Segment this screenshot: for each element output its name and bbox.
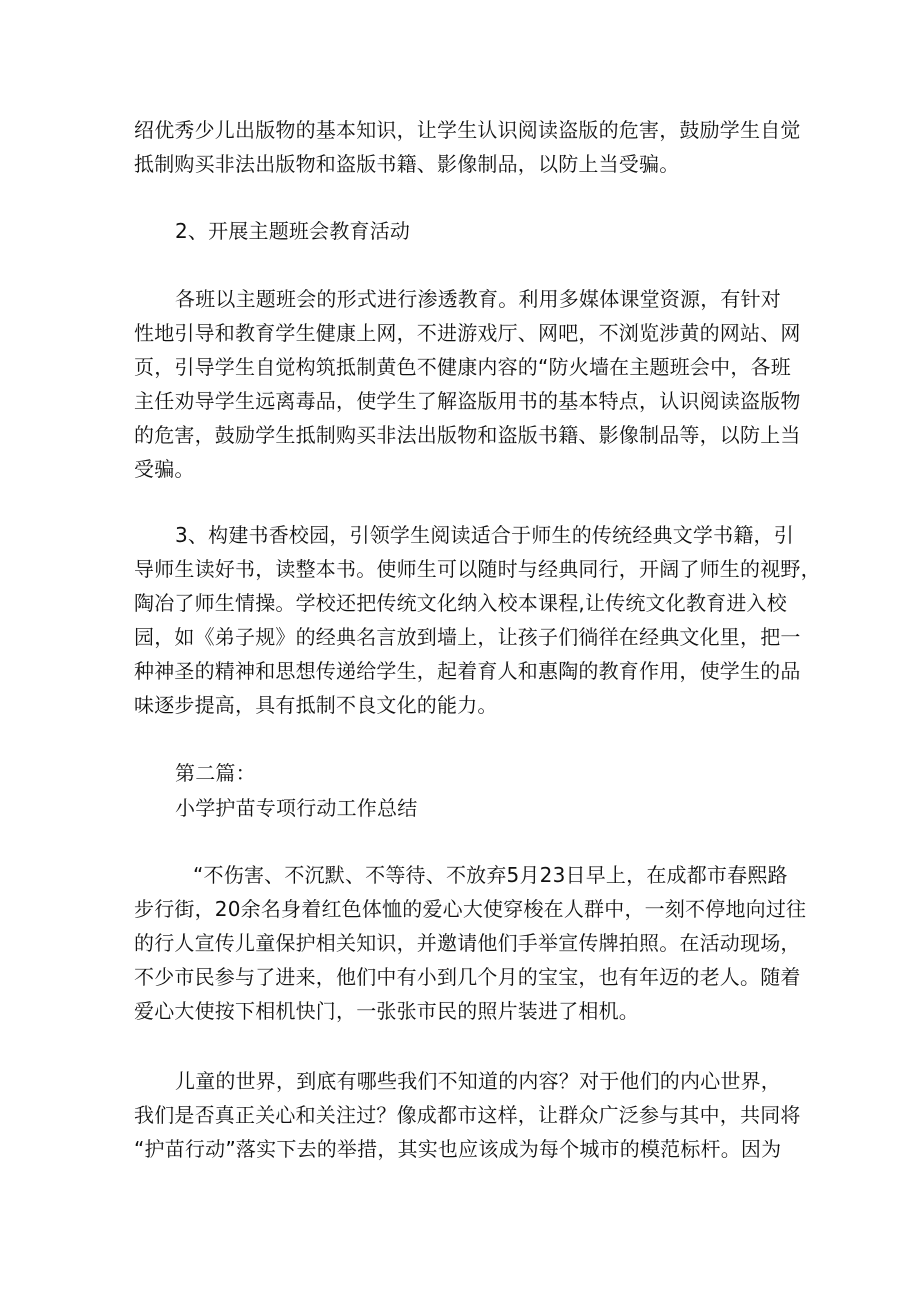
event-line-4: 不少市民参与了进来，他们中有小到几个月的宝宝，也有年迈的老人。随着 bbox=[134, 965, 801, 989]
class-meeting-line-6: 受骗。 bbox=[134, 457, 195, 481]
intro-line-1: 绍优秀少儿出版物的基本知识，让学生认识阅读盗版的危害，鼓励学生自觉 bbox=[134, 118, 801, 142]
class-meeting-line-2: 性地引导和教育学生健康上网，不进游戏厅、网吧，不浏览涉黄的网站、网 bbox=[134, 321, 801, 345]
closing-line-2: 我们是否真正关心和关注过？像成都市这样，让群众广泛参与其中，共同将 bbox=[134, 1103, 801, 1127]
class-meeting-line-3: 页，引导学生自觉构筑抵制黄色不健康内容的“防火墙在主题班会中，各班 bbox=[134, 355, 791, 379]
heading-2: 2、开展主题班会教育活动 bbox=[175, 219, 411, 243]
campus-line-2: 导师生读好书，读整本书。使师生可以随时与经典同行，开阔了师生的视野， bbox=[134, 557, 821, 581]
campus-line-4: 园，如《弟子规》的经典名言放到墙上，让孩子们徜徉在经典文化里，把一 bbox=[134, 625, 801, 649]
campus-line-6: 味逐步提高，具有抵制不良文化的能力。 bbox=[134, 693, 498, 717]
closing-line-3: “护苗行动”落实下去的举措，其实也应该成为每个城市的模范标杆。因为 bbox=[134, 1137, 782, 1161]
section-title: 小学护苗专项行动工作总结 bbox=[175, 796, 418, 820]
campus-line-5: 种神圣的精神和思想传递给学生，起着育人和惠陶的教育作用，使学生的品 bbox=[134, 659, 801, 683]
intro-line-2: 抵制购买非法出版物和盗版书籍、影像制品，以防上当受骗。 bbox=[134, 152, 680, 176]
event-line-2: 步行街，20余名身着红色体恤的爱心大使穿梭在人群中，一刻不停地向过往 bbox=[134, 897, 807, 921]
event-line-3: 的行人宣传儿童保护相关知识，并邀请他们手举宣传牌拍照。在活动现场， bbox=[134, 931, 801, 955]
event-line-5: 爱心大使按下相机快门，一张张市民的照片装进了相机。 bbox=[134, 999, 639, 1023]
closing-line-1: 儿童的世界，到底有哪些我们不知道的内容？对于他们的内心世界， bbox=[175, 1069, 781, 1093]
event-line-1: “不伤害、不沉默、不等待、不放弃5月23日早上，在成都市春熙路 bbox=[193, 863, 788, 887]
class-meeting-line-5: 的危害，鼓励学生抵制购买非法出版物和盗版书籍、影像制品等，以防上当 bbox=[134, 423, 801, 447]
campus-line-1: 3、构建书香校园，引领学生阅读适合于师生的传统经典文学书籍，引 bbox=[175, 523, 794, 547]
campus-line-3: 陶冶了师生情操。学校还把传统文化纳入校本课程,让传统文化教育进入校 bbox=[134, 591, 787, 615]
section-label: 第二篇： bbox=[175, 761, 256, 785]
class-meeting-line-1: 各班以主题班会的形式进行渗透教育。利用多媒体课堂资源，有针对 bbox=[175, 287, 781, 311]
class-meeting-line-4: 主任劝导学生远离毒品，使学生了解盗版用书的基本特点，认识阅读盗版物 bbox=[134, 389, 801, 413]
